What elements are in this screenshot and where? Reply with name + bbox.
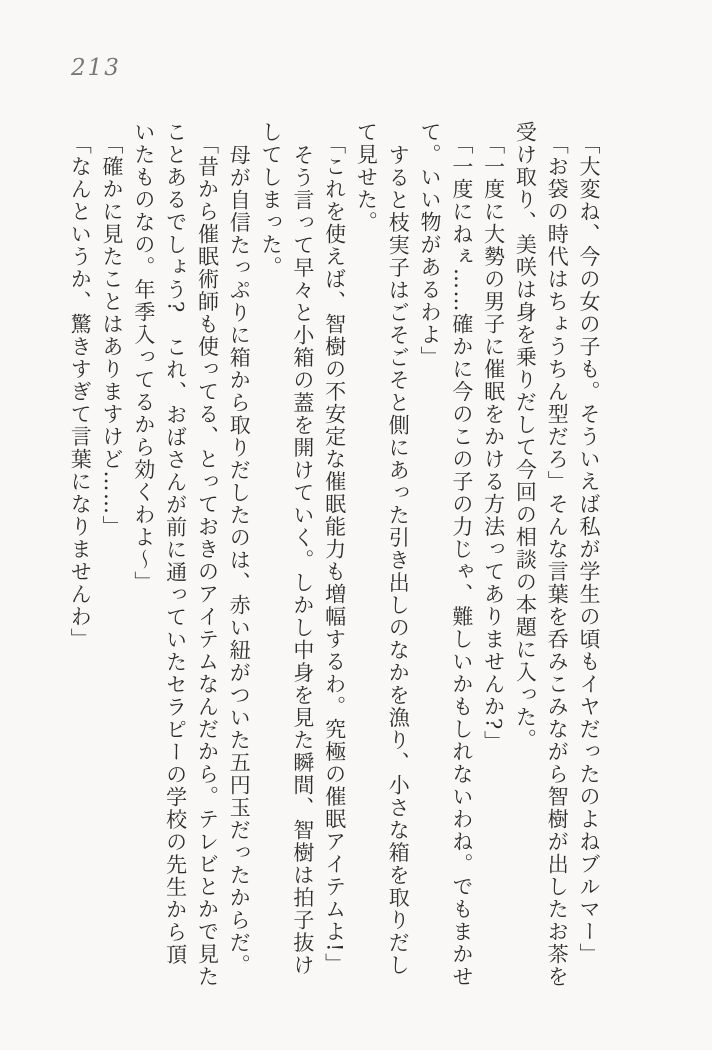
text-column: ことあるでしょう? これ、おばさんが前に通っていたセラピーの学校の先生から頂 <box>163 121 188 967</box>
text-column: してしまった。 <box>259 121 284 279</box>
text-column: 「一度にねぇ……確かに今のこの子の力じゃ、難しいかもしれないわね。でもまかせ <box>449 133 474 988</box>
text-column: 「なんというか、驚きすぎて言葉になりませんわ」 <box>68 133 93 651</box>
text-column: いたものなの。年季入ってるから効くわよ〜」 <box>131 121 156 594</box>
text-column: 「昔から催眠術師も使ってる、とっておきのアイテムなんだから。テレビとかで見た <box>195 133 220 988</box>
text-column: 「確かに見たことはありますけど……」 <box>100 133 125 538</box>
text-column: て。いい物があるわよ」 <box>418 121 443 369</box>
text-column: そう言って早々と小箱の蓋を開けていく。しかし中身を見た瞬間、智樹は拍子抜け <box>290 144 315 977</box>
text-column: 「大変ね、今の女の子も。そういえば私が学生の頃もイヤだったのよねブルマー」 <box>577 133 601 966</box>
text-column: 受け取り、美咲は身を乗りだして今回の相談の本題に入った。 <box>513 121 538 751</box>
text-column: すると枝実子はごそごそと側にあった引き出しのなかを漁り、小さな箱を取りだし <box>386 144 411 977</box>
text-column: 母が自信たっぷりに箱から取りだしたのは、赤い紐がついた五円玉だったからだ。 <box>227 144 252 977</box>
text-column: 「お袋の時代はちょうちん型だろ」そんな言葉を呑みこみながら智樹が出したお茶を <box>545 133 570 988</box>
page-number: 213 <box>71 55 121 81</box>
text-column: 「これを使えば、智樹の不安定な催眠能力も増幅するわ。究極の催眠アイテムよ!」 <box>322 133 347 976</box>
text-column: て見せた。 <box>354 121 379 234</box>
vertical-text-block <box>63 121 604 1001</box>
text-column: 「一度に大勢の男子に催眠をかける方法ってありませんか?」 <box>481 133 506 754</box>
